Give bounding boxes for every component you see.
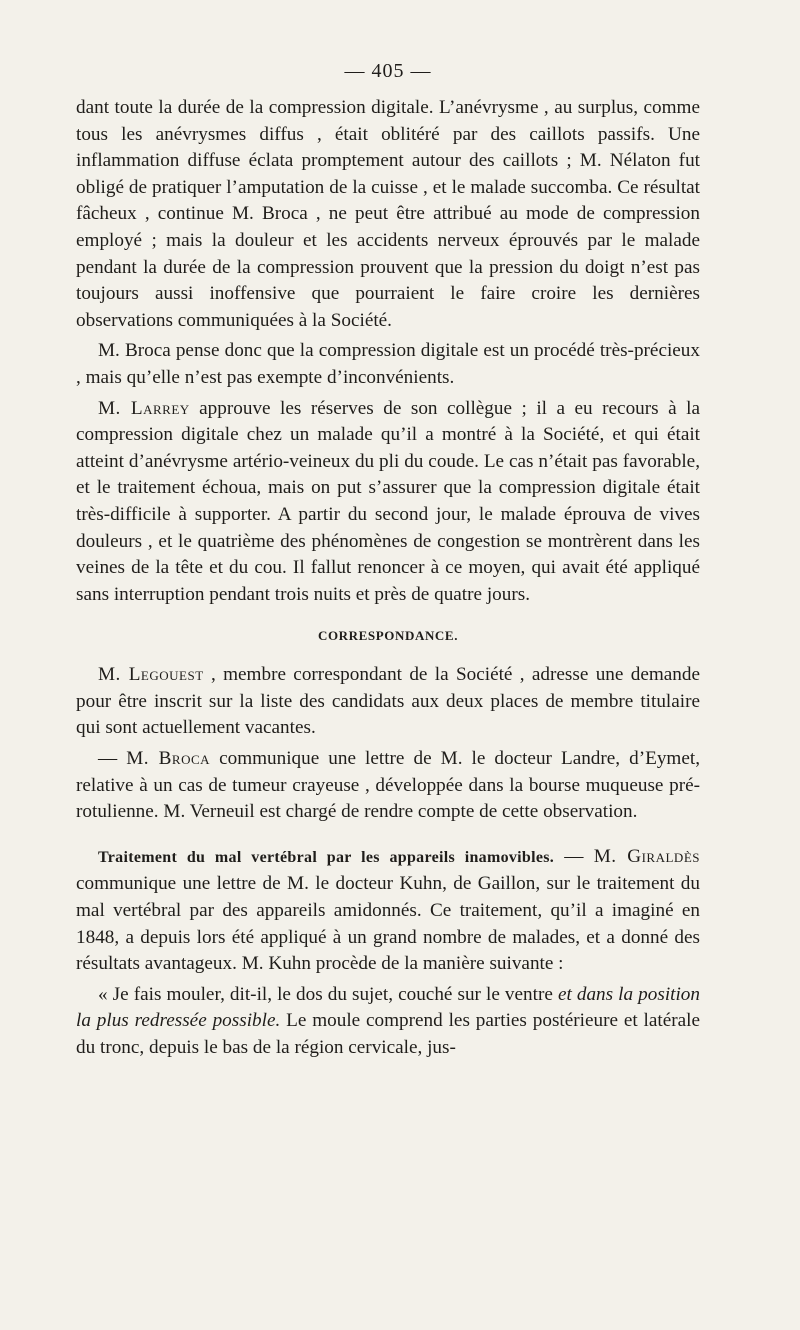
paragraph-larrey-text: approuve les réserves de son collègue ; il a eu recours à la compression digitale chez un malade qu’il a montré à la Société, et qui était atteint d’anévrysme artério-veineux du pli du coude. Le cas n’était pas favorable, et le traitement échoua, mais on put s’assurer que la compression digitale était très-difficile à supporter. A partir du second jour, le malade éprouva de vives douleurs , et le quatrième des phénomènes de congestion se montrèrent dans les veines de la tête et du cou. Il fallut renoncer à ce moyen, qui avait été appliqué sans interruption pendant trois nuits et près de quatre jours. — [76, 397, 700, 605]
paragraph-aneurysm-case: dant toute la durée de la compression digitale. L’anévrysme , au surplus, comme tous les anévrysmes diffus , était oblitéré par des caillots passifs. Une inflammation diffuse éclata promptement autour des caillots ; M. Nélaton fut obligé de pratiquer l’amputation de la cuisse , et le malade succomba. Ce résultat fâcheux , continue M. Broca , ne peut être attribué au mode de compression employé ; mais la douleur et les accidents nerveux éprouvés par le malade pendant la durée de la compression prouvent que la pression du doigt n’est pas toujours aussi inoffensive que pourraient le faire croire les dernières observations communiquées à la Société. — [76, 97, 700, 331]
page-number: — 405 — — [344, 60, 432, 82]
paragraph-giraldes-text: communique une lettre de M. le docteur Kuhn, de Gaillon, sur le traitement du mal vertébral par des appareils amidonnés. Ce traitement, qu’il a imaginé en 1848, a depuis lors été appliqué à un grand nombre de malades, et a donné des résultats avantageux. M. Kuhn procède de la manière suivante : — [76, 873, 700, 975]
dash-prefix: — — [98, 748, 127, 770]
paragraph-kuhn-quote — [76, 982, 700, 1062]
paragraph-broca-letter — [76, 746, 700, 826]
paragraph-larrey — [76, 396, 700, 609]
title-dash: — — [554, 845, 594, 867]
speaker-legouest: M. Legouest — [98, 664, 204, 686]
paragraph-legouest — [76, 662, 700, 742]
quote-text: « Je fais mouler, dit-il, le dos du sujet, couché sur le ventre — [98, 983, 558, 1005]
section-heading-correspondance: CORRESPONDANCE. — [317, 628, 459, 644]
paragraph-broca-conclusion: M. Broca pense donc que la compression digitale est un procédé très-précieux , mais qu’elle n’est pas exempte d’inconvénients. — [76, 340, 700, 388]
quote-italic: et dans la position la plus redressée possible. — [76, 983, 700, 1032]
paragraph-legouest-text: , membre correspondant de la Société , adresse une demande pour être inscrit sur la liste des candidats aux deux places de membre titulaire qui sont actuellement vacantes. — [76, 664, 700, 739]
speaker-broca: M. Broca — [126, 748, 211, 770]
speaker-giraldes: M. Giraldès — [593, 845, 700, 867]
section-title-mal-vertebral: Traitement du mal vertébral par les appareils inamovibles. — [98, 848, 555, 866]
quote-rest: Le moule comprend les parties postérieure et latérale du tronc, depuis le bas de la région cervicale, jus- — [76, 1010, 700, 1058]
paragraph-broca-letter-text: communique une lettre de M. le docteur Landre, d’Eymet, relative à un cas de tumeur crayeuse , développée dans la bourse muqueuse pré-rotulienne. M. Verneuil est chargé de rendre compte de cette observation. — [76, 748, 700, 823]
paragraph-giraldes — [76, 844, 700, 978]
speaker-larrey: M. Larrey — [98, 397, 190, 419]
